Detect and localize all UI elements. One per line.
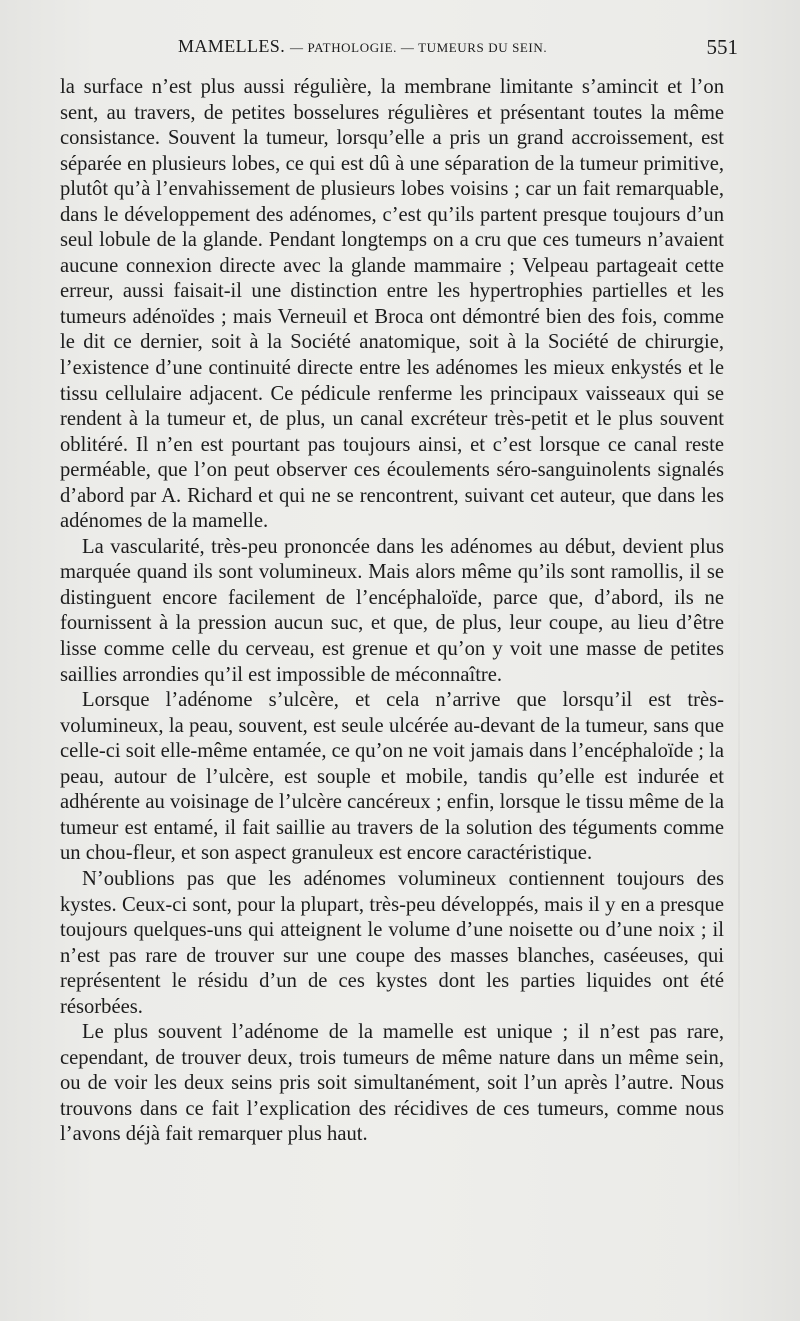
- paragraph-4: N’oublions pas que les adénomes volumineux contiennent toujours des kystes. Ceux-ci sont, pour la plupart, très-peu développés, mais il y en a presque toujours quelques-uns qui atteignent le volume d’une noisette ou d’une noix ; il n’est pas rare de trouver sur une coupe des masses blanches, caséeuses, qui représentent le résidu d’un de ces kystes dont les parties liquides ont été résorbées.: [60, 867, 724, 1018]
- running-head-title: MAMELLES.: [178, 36, 286, 56]
- page-body: [60, 75, 724, 1148]
- page-header: [60, 36, 738, 64]
- paragraph-2: La vascularité, très-peu prononcée dans les adénomes au début, devient plus marquée quand ils sont volumineux. Mais alors même qu’ils sont ramollis, il se distinguent encore facilement de l’encéphaloïde, parce que, d’abord, ils ne fournissent à la pression aucun suc, et que, de plus, leur coupe, au lieu d’être lisse comme celle du cerveau, est grenue et qu’on y voit une masse de petites saillies arrondies qu’il est impossible de méconnaître.: [60, 535, 724, 686]
- page-number: 551: [706, 35, 738, 59]
- running-head: [178, 36, 547, 57]
- paragraph-5: Le plus souvent l’adénome de la mamelle est unique ; il n’est pas rare, cependant, de trouver deux, trois tumeurs de même nature dans un même sein, ou de voir les deux seins pris soit simultanément, soit l’un après l’autre. Nous trouvons dans ce fait l’explication des récidives de ces tumeurs, comme nous l’avons déjà fait remarquer plus haut.: [60, 1021, 724, 1146]
- running-head-section: — PATHOLOGIE. — TUMEURS DU SEIN.: [290, 40, 548, 55]
- paragraph-1: la surface n’est plus aussi régulière, la membrane limitante s’amincit et l’on sent, au travers, de petites bosselures régulières et présentant toutes la même consistance. Souvent la tumeur, lorsqu’elle a pris un grand accroissement, est séparée en plusieurs lobes, ce qui est dû à une séparation de la tumeur primitive, plutôt qu’à l’envahissement de plusieurs lobes voisins ; car un fait remarquable, dans le développement des adénomes, c’est qu’ils partent presque toujours d’un seul lobule de la glande. Pendant longtemps on a cru que ces tumeurs n’avaient aucune connexion directe avec la glande mammaire ; Velpeau partageait cette erreur, aussi faisait-il une distinction entre les hypertrophies partielles et les tumeurs adénoïdes ; mais Verneuil et Broca ont démontré bien des fois, comme le dit ce dernier, soit à la Société anatomique, soit à la Société de chirurgie, l’existence d’une continuité directe entre les adénomes les mieux enkystés et le tissu cellulaire adjacent. Ce pédicule renferme les principaux vaisseaux qui se rendent à la tumeur et, de plus, un canal excréteur très-petit et le plus souvent oblitéré. Il n’en est pourtant pas toujours ainsi, et c’est lorsque ce canal reste perméable, que l’on peut observer ces écoulements séro-sanguinolents signalés d’abord par A. Richard et qui ne se rencontrent, suivant cet auteur, que dans les adénomes de la mamelle.: [60, 76, 724, 533]
- paragraph-3: Lorsque l’adénome s’ulcère, et cela n’arrive que lorsqu’il est très-volumineux, la peau, souvent, est seule ulcérée au-devant de la tumeur, sans que celle-ci soit elle-même entamée, ce qu’on ne voit jamais dans l’encéphaloïde ; la peau, autour de l’ulcère, est souple et mobile, tandis qu’elle est indurée et adhérente au voisinage de l’ulcère cancéreux ; enfin, lorsque le tissu même de la tumeur est entamé, il fait saillie au travers de la solution des téguments comme un chou-fleur, et son aspect granuleux est encore caractéristique.: [60, 689, 724, 865]
- page-edge-shadow: [738, 540, 740, 1240]
